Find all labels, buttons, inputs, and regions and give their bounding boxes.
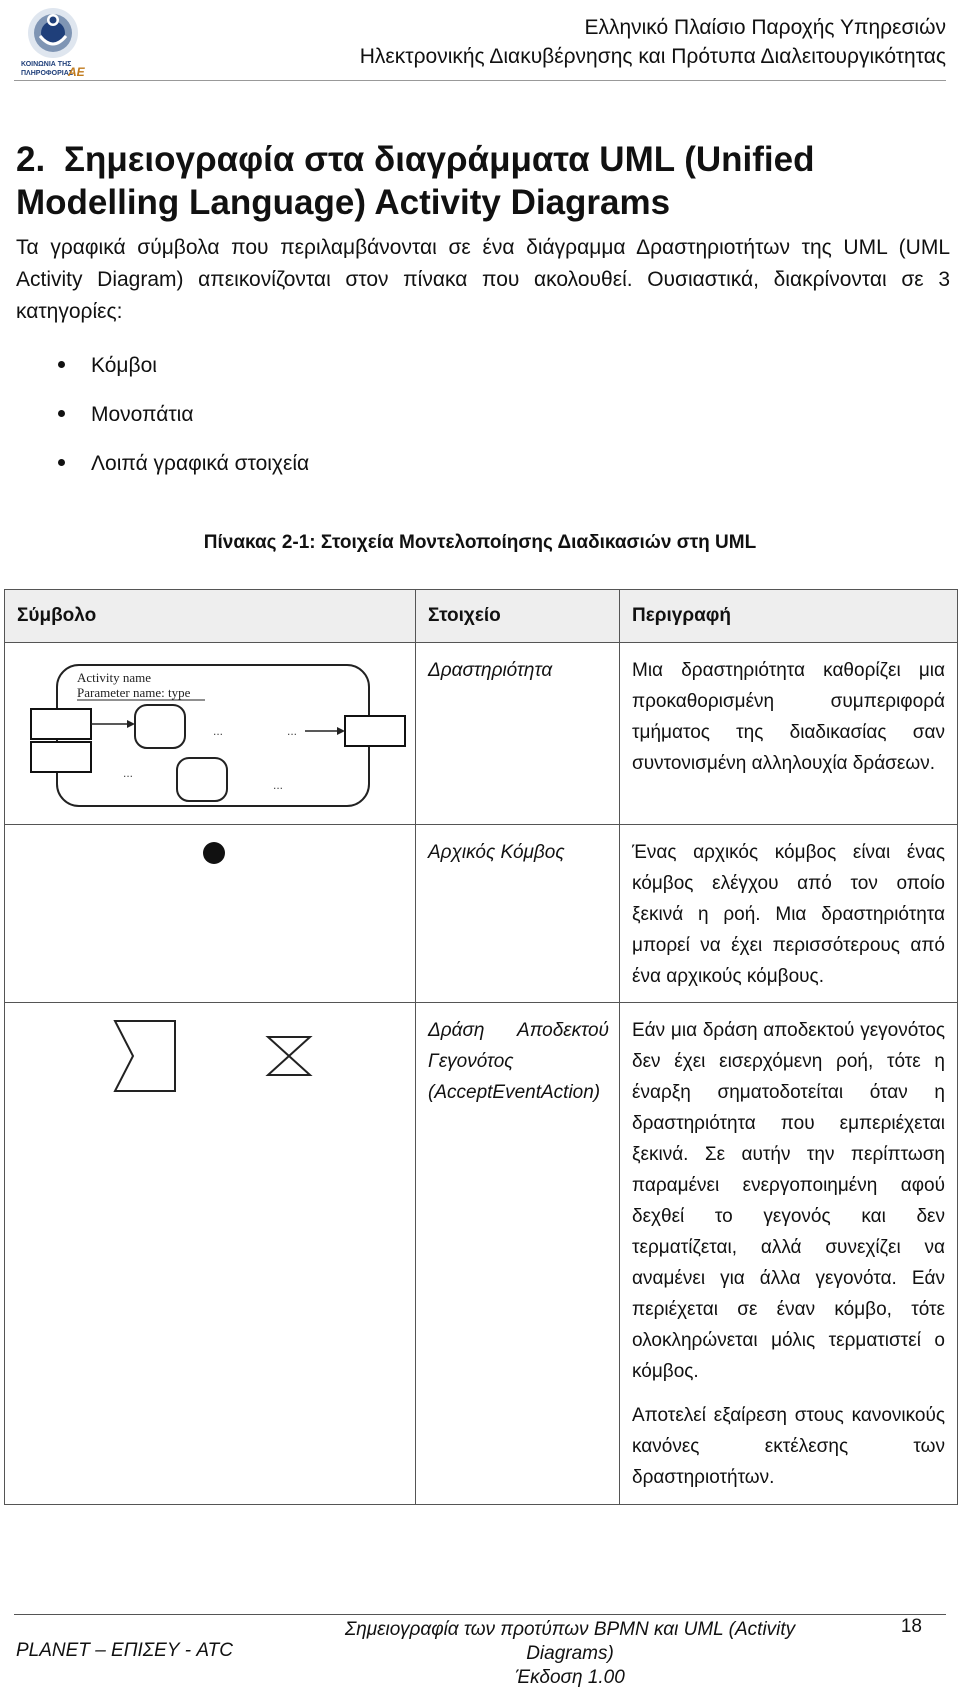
svg-text:ΚΟΙΝΩΝΙΑ ΤΗΣ: ΚΟΙΝΩΝΙΑ ΤΗΣ	[21, 61, 72, 68]
table-row	[5, 643, 958, 825]
svg-text:...: ...	[273, 778, 284, 792]
symbol-cell	[5, 643, 416, 825]
parameter-name-label: Parameter name: type	[77, 685, 191, 700]
description-cell: Ένας αρχικός κόμβος είναι ένας κόμβος ελέγχου από τον οποίο ξεκινά η ροή. Μια δραστηριότητα μπορεί να έχει περισσότερους από ένα αρχικούς κόμβους.	[620, 825, 958, 1003]
svg-text:...: ...	[287, 724, 298, 738]
bullet-icon	[58, 459, 65, 466]
initial-node-icon	[5, 825, 416, 1001]
symbol-cell	[5, 825, 416, 1003]
intro-paragraph: Τα γραφικά σύμβολα που περιλαμβάνονται σε ένα διάγραμμα Δραστηριοτήτων της UML (UML Activity Diagram) απεικονίζονται στον πίνακα που ακολουθεί. Ουσιαστικά, διακρίνονται σε 3 κατηγορίες:	[16, 236, 950, 323]
table-row	[5, 1003, 958, 1505]
section-title-text: Σημειογραφία στα διαγράμματα UML (Unified Modelling Language) Activity Diagrams	[16, 140, 815, 222]
bullet-item: Λοιπά γραφικά στοιχεία	[58, 450, 309, 478]
section-title	[16, 138, 916, 224]
svg-text:...: ...	[213, 724, 224, 738]
table-caption: Πίνακας 2-1: Στοιχεία Μοντελοποίησης Διαδικασιών στη UML	[203, 532, 757, 553]
header-line-1: Ελληνικό Πλαίσιο Παροχής Υπηρεσιών	[584, 16, 946, 39]
bullet-item: Κόμβοι	[58, 352, 157, 380]
activity-name-label: Activity name	[77, 670, 152, 685]
page-number: 18	[900, 1616, 922, 1637]
footer-divider	[14, 1614, 946, 1615]
activity-symbol-icon	[5, 643, 416, 823]
column-header-element: Στοιχείο	[416, 590, 620, 643]
description-cell: Μια δραστηριότητα καθορίζει μια προκαθορισμένη συμπεριφορά τμήματος της διαδικασίας σαν συντονισμένη αλληλουχία δράσεων.	[620, 643, 958, 825]
bullet-icon	[58, 410, 65, 417]
symbol-cell	[5, 1003, 416, 1505]
element-cell: Δράση Αποδεκτού Γεγονότος (AcceptEventAction)	[416, 1003, 620, 1505]
footer-document-title: Σημειογραφία των προτύπων BPMN και UML (Activity Diagrams) Έκδοση 1.00	[344, 1619, 796, 1688]
bullet-icon	[58, 361, 65, 368]
section-number: 2.	[16, 140, 46, 179]
footer-left-text: PLANET – ΕΠΙΣΕΥ - ATC	[16, 1640, 233, 1661]
svg-text:ΠΛΗΡΟΦΟΡΙΑΣ: ΠΛΗΡΟΦΟΡΙΑΣ	[21, 70, 73, 77]
uml-elements-table	[4, 589, 958, 1505]
bullet-item: Μονοπάτια	[58, 401, 194, 429]
accept-event-action-icon	[5, 1003, 416, 1503]
table-row	[5, 825, 958, 1003]
column-header-symbol: Σύμβολο	[5, 590, 416, 643]
element-cell: Αρχικός Κόμβος	[416, 825, 620, 1003]
table-header-row	[5, 590, 958, 643]
element-cell: Δραστηριότητα	[416, 643, 620, 825]
header-divider	[14, 80, 946, 81]
organization-logo	[20, 6, 86, 80]
description-cell: Εάν μια δράση αποδεκτού γεγονότος δεν έχει εισερχόμενη ροή, τότε η έναρξη σηματοδοτείται όταν η δραστηριότητα που εμπεριέχεται ξεκινά. Σε αυτήν την περίπτωση παραμένει ενεργοποιημένη αφού δεχθεί το γεγονός και δεν τερματίζεται, αλλά συνεχίζει να αναμένει για άλλα γεγονότα. Εάν περιέχεται σε έναν κόμβο, τότε ολοκληρώνεται μόλις τερματιστεί ο κόμβος. Αποτελεί εξαίρεση στους κανονικούς κανόνες εκτέλεσης των δραστηριοτήτων.	[620, 1003, 958, 1505]
svg-text:...: ...	[123, 766, 134, 780]
svg-text:AE: AE	[68, 65, 85, 79]
column-header-description: Περιγραφή	[620, 590, 958, 643]
header-line-2: Ηλεκτρονικής Διακυβέρνησης και Πρότυπα Διαλειτουργικότητας	[359, 45, 946, 68]
